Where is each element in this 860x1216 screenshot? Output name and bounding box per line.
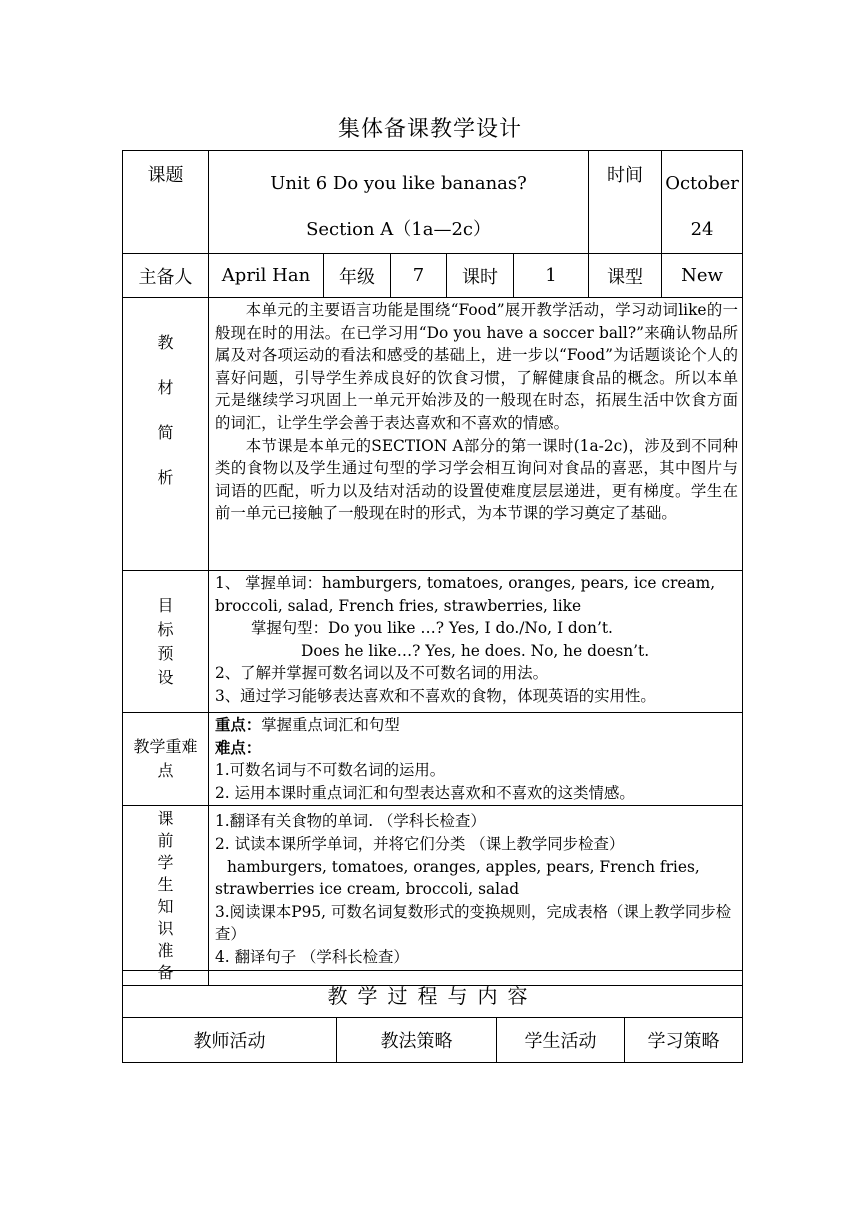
- process-table: [122, 970, 743, 1063]
- analysis-label-char: 简: [157, 423, 174, 442]
- preparer-value: April Han: [209, 254, 324, 298]
- keypoints-label-line: 点: [157, 761, 174, 781]
- prep-content: [209, 806, 743, 986]
- prep-label-char: 前: [157, 830, 174, 850]
- prep-item: 2. 试读本课所学单词，并将它们分类 （课上教学同步检查）: [215, 834, 625, 853]
- goals-row: [123, 571, 743, 713]
- goal-item: 1、 掌握单词：hamburgers, tomatoes, oranges, pears, ice cream, broccoli, salad, French fries, strawberries, like: [215, 574, 716, 615]
- col-learning-strategy: 学习策略: [625, 1018, 743, 1063]
- analysis-content: [209, 298, 743, 571]
- prep-label-char: 学: [157, 852, 174, 872]
- preparer-label: 主备人: [123, 254, 209, 298]
- prep-label-char: 备: [157, 962, 174, 982]
- period-label: 课时: [447, 254, 514, 298]
- col-student-activity: 学生活动: [497, 1018, 625, 1063]
- goal-item: Does he like…? Yes, he does. No, he doesn’t.: [301, 641, 650, 660]
- analysis-label-char: 材: [157, 378, 174, 397]
- time-day: 24: [690, 219, 714, 240]
- goal-item: 掌握句型：Do you like …? Yes, I do./No, I don’t.: [251, 619, 613, 638]
- goals-label-char: 设: [157, 667, 174, 687]
- goals-label-char: 标: [157, 619, 174, 639]
- process-title: 教学过程与内容: [123, 971, 743, 1018]
- time-value: [662, 151, 743, 254]
- topic-row: [123, 151, 743, 254]
- time-month: October: [665, 173, 739, 194]
- lesson-plan-table: [122, 150, 743, 986]
- analysis-label-char: 析: [157, 468, 174, 487]
- grade-label: 年级: [324, 254, 391, 298]
- goals-label: [123, 571, 209, 713]
- goal-item: 2、了解并掌握可数名词以及不可数名词的用法。: [215, 664, 548, 683]
- topic-value: [209, 151, 589, 254]
- analysis-row: [123, 298, 743, 571]
- prep-label-char: 课: [157, 808, 174, 828]
- analysis-label-char: 教: [157, 333, 174, 352]
- prep-label-char: 生: [157, 874, 174, 894]
- document-title: 集体备课教学设计: [337, 117, 522, 142]
- analysis-paragraph: 本节课是本单元的SECTION A部分的第一课时(1a-2c)，涉及到不同种类的食物以及学生通过句型的学习学会相互询问对食品的喜恶，其中图片与词语的匹配，听力以及结对活动的设置使难度层层递进，更有梯度。学生在前一单元已接触了一般现在时的形式，为本节课的学习奠定了基础。: [215, 436, 739, 523]
- time-label: 时间: [589, 151, 662, 254]
- goals-label-char: 预: [157, 643, 174, 663]
- prep-label: [123, 806, 209, 986]
- difficulty-item: 1.可数名词与不可数名词的运用。: [215, 761, 446, 780]
- focus-label: 重点：: [215, 716, 262, 734]
- focus-text: 掌握重点词汇和句型: [261, 716, 400, 734]
- prep-label-char: 知: [157, 896, 174, 916]
- analysis-label: [123, 298, 209, 571]
- keypoints-label: [123, 713, 209, 806]
- topic-title: Unit 6 Do you like bananas?: [270, 173, 527, 194]
- prep-item: 1.翻译有关食物的单词. （学科长检查）: [215, 812, 486, 831]
- period-value: 1: [514, 254, 589, 298]
- type-value: New: [662, 254, 743, 298]
- prep-label-char: 识: [157, 918, 174, 938]
- col-teacher-activity: 教师活动: [123, 1018, 337, 1063]
- goal-item: 3、通过学习能够表达喜欢和不喜欢的食物，体现英语的实用性。: [215, 686, 656, 705]
- process-title-row: [123, 971, 743, 1018]
- difficulty-item: 2. 运用本课时重点词汇和句型表达喜欢和不喜欢的这类情感。: [215, 783, 635, 802]
- grade-value: 7: [391, 254, 447, 298]
- analysis-paragraph: 本单元的主要语言功能是围绕“Food”展开教学活动，学习动词like的一般现在时的用法。在已学习用“Do you have a soccer ball?”来确认物品所属及对各项运动的看法和感受的基础上，进一步以“Food”为话题谈论个人的喜好问题，引导学生养成良好的饮食习惯，了解健康食品的概念。所以本单元是继续学习巩固上一单元开始涉及的一般现在时态，拓展生活中饮食方面的词汇，让学生学会善于表达喜欢和不喜欢的情感。: [215, 301, 739, 432]
- prep-label-char: 准: [157, 940, 174, 960]
- keypoints-content: [209, 713, 743, 806]
- focus-line: [215, 714, 738, 737]
- goals-label-char: 目: [157, 595, 174, 615]
- prep-row: [123, 806, 743, 986]
- topic-label: 课题: [123, 151, 209, 254]
- process-columns-row: [123, 1018, 743, 1063]
- prep-item: hamburgers, tomatoes, oranges, apples, pears, French fries, strawberries ice cream, broccoli, salad: [215, 857, 700, 899]
- col-teaching-strategy: 教法策略: [337, 1018, 497, 1063]
- topic-section: Section A（1a—2c）: [306, 219, 491, 240]
- keypoints-row: [123, 713, 743, 806]
- difficulty-label: 难点：: [215, 738, 262, 757]
- type-label: 课型: [589, 254, 662, 298]
- info-row: [123, 254, 743, 298]
- prep-item: 3.阅读课本P95, 可数名词复数形式的变换规则，完成表格（课上教学同步检查）: [215, 902, 732, 944]
- goals-content: [209, 571, 743, 713]
- keypoints-label-line: 教学重难: [133, 737, 198, 757]
- prep-item: 4. 翻译句子 （学科长检查）: [215, 947, 409, 966]
